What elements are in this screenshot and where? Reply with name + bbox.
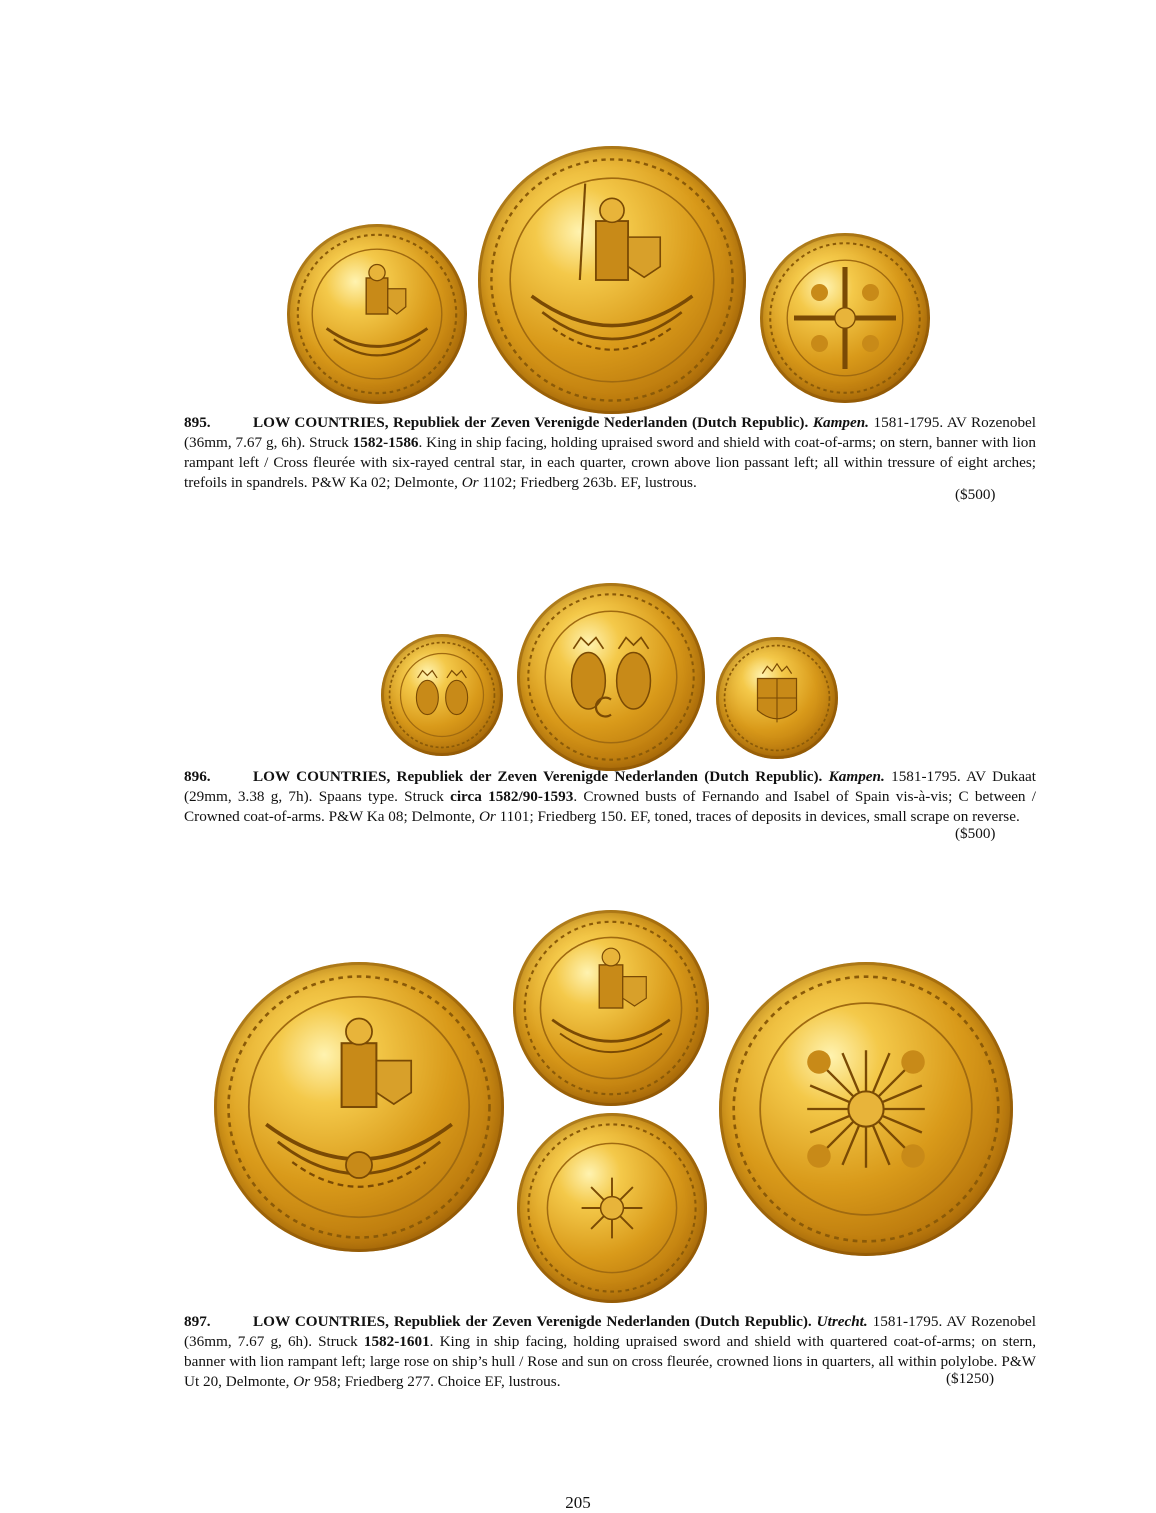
lot-895-price: ($500) [955,486,996,503]
reference-title: Or [461,474,479,491]
lot-number: 897. [184,1313,211,1330]
lot-number: 895. [184,414,211,431]
lot-895-obverse-coin-large [478,146,746,414]
lot-896-reverse-coin [716,637,838,759]
lot-896-obverse-coin-large [517,583,705,771]
cross-fleuree-design [760,233,930,403]
mint-name: Kampen. [812,414,869,431]
reference-title: Or [293,1373,311,1390]
lot-heading: LOW COUNTRIES, Republiek der Zeven Verenigde Nederlanden (Dutch Republic). [253,1313,812,1330]
lot-895-description [184,413,1036,493]
lot-896-price: ($500) [955,825,996,842]
reference-title: Or [478,808,496,825]
lot-heading: LOW COUNTRIES, Republiek der Zeven Verenigde Nederlanden (Dutch Republic). [253,768,823,785]
lot-896-obverse-coin-small [381,634,503,756]
lot-897-price: ($1250) [946,1370,995,1387]
ship-king-design [214,962,504,1252]
rose-sun-design [719,962,1013,1256]
lot-897-description [184,1312,1036,1392]
mint-name: Kampen. [828,768,885,785]
ship-king-design [513,910,709,1106]
busts-vis-a-vis-design [381,634,503,756]
lot-897-reverse-coin-large [719,962,1013,1256]
ship-king-design [478,146,746,414]
description-text: 958; Friedberg 277. Choice EF, lustrous. [310,1373,561,1390]
description-text: 1581-1795. AV Rozenobel (36mm, 7.67 g, 6h). Struck [184,1313,1036,1350]
struck-date: 1582-1586 [352,434,419,451]
lot-897-obverse-coin-large [214,962,504,1252]
lot-number: 896. [184,768,211,785]
rose-sun-design [517,1113,707,1303]
description-text: 1581-1795. AV Rozenobel (36mm, 7.67 g, 6h). Struck [184,414,1037,451]
struck-date: circa 1582/90-1593 [450,788,574,805]
page-number: 205 [565,1493,591,1512]
lot-895-obverse-coin-small [287,224,467,404]
lot-897-reverse-coin-small [517,1113,707,1303]
lot-896-description [184,767,1036,827]
lot-895-reverse-coin [760,233,930,403]
description-text: 1581-1795. AV Dukaat (29mm, 3.38 g, 7h). Spaans type. Struck [184,768,1037,805]
description-text: . Crowned busts of Fernando and Isabel of Spain vis-à-vis; C between / Crowned coat-of-arms. P&W Ka 08; Delmonte, [184,788,1036,825]
description-text: . King in ship facing, holding upraised sword and shield with coat-of-arms; on stern, banner with lion rampant left / Cross fleurée with six-rayed central star, in each quarter, crown above lion passant left; all within tressure of eight arches; trefoils in spandrels. P&W Ka 02; Delmonte, [184,434,1036,491]
lot-heading: LOW COUNTRIES, Republiek der Zeven Verenigde Nederlanden (Dutch Republic). [253,414,809,431]
mint-name: Utrecht. [816,1313,868,1330]
struck-date: 1582-1601 [363,1333,430,1350]
ship-king-design [287,224,467,404]
lot-897-obverse-coin-small [513,910,709,1106]
description-text: . King in ship facing, holding upraised sword and shield with quartered coat-of-arms; on stern, banner with lion rampant left; large rose on ship’s hull / Rose and sun on cross fleurée, crowned lions in quarters, all within polylobe. P&W Ut 20, Delmonte, [184,1333,1036,1390]
crowned-arms-design [716,637,838,759]
description-text: 1102; Friedberg 263b. EF, lustrous. [478,474,697,491]
description-text: 1101; Friedberg 150. EF, toned, traces of deposits in devices, small scrape on reverse. [495,808,1020,825]
busts-vis-a-vis-design [517,583,705,771]
